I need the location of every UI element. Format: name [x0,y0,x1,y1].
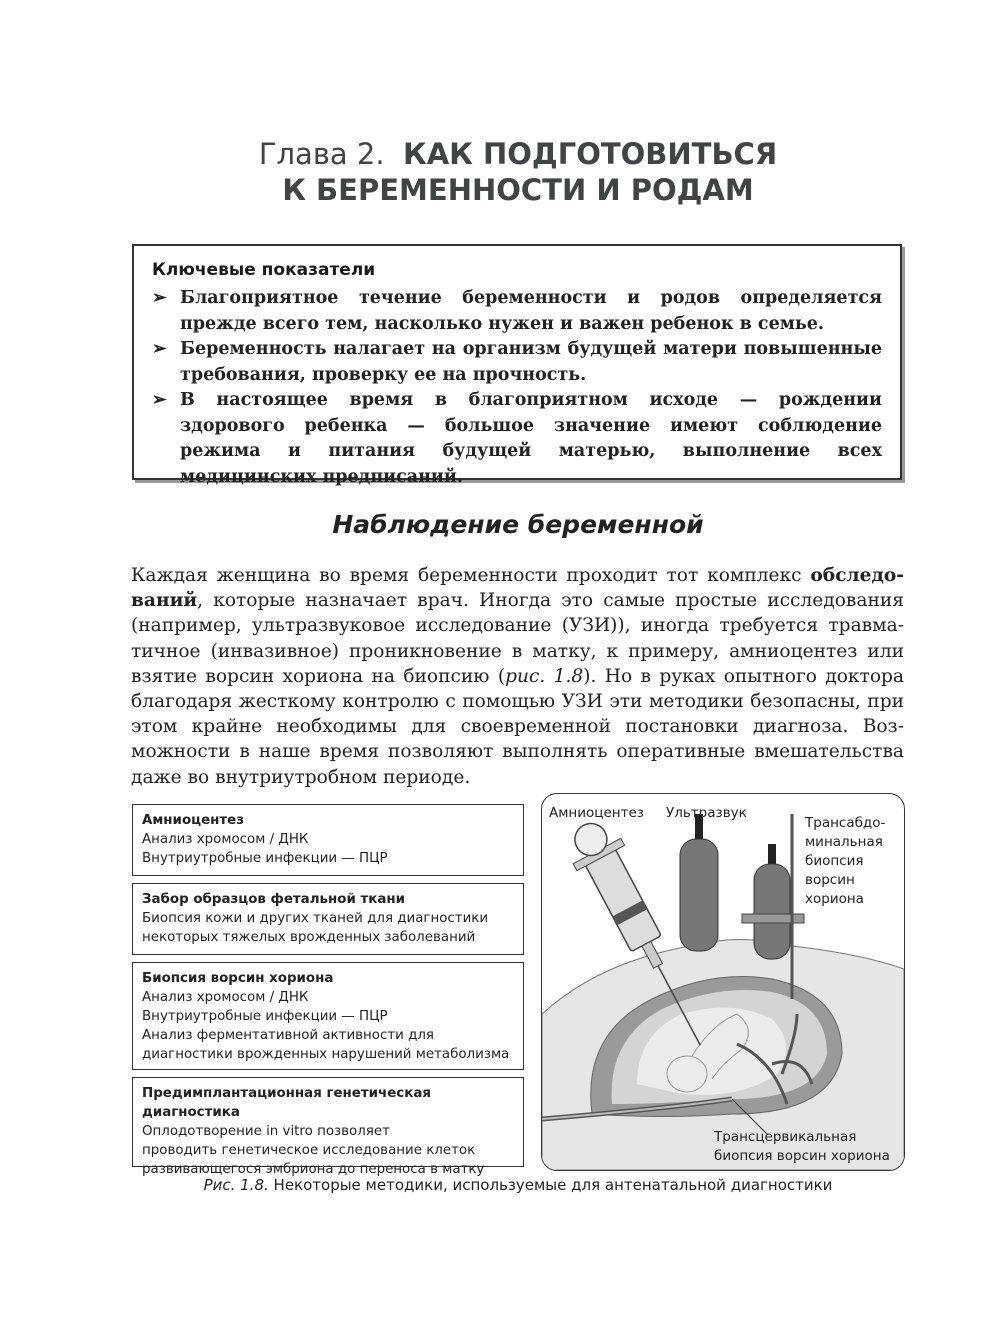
prenatal-diagnostics-illustration [541,793,905,1171]
info-box-preimplantation: Предимплантационная генетическая диагностика Оплодотворение in vitro позволяет проводить генетическое исследование клеток развивающегося эмбриона до переноса в матку [132,1077,524,1167]
key-points-heading: Ключевые показатели [152,260,376,280]
chapter-title [0,136,1000,208]
label-ultrasound: Ультразвук [666,805,747,821]
info-box-chorionic-villus: Биопсия ворсин хориона Анализ хромосом / ДНК Внутриутробные инфекции — ПЦР Анализ ферментативной активности для диагностики врожденных нарушений метаболизма [132,962,524,1070]
arrow-bullet-icon: ➢ [152,339,167,359]
label-transabdominal: Трансабдо- минальная биопсия ворсин хориона [805,815,886,907]
label-transcervical: Трансцервикальная биопсия ворсин хориона [714,1129,890,1164]
chapter-title-line1: КАК ПОДГОТОВИТЬСЯ [403,137,778,171]
section-heading: Наблюдение беременной [332,510,704,539]
key-point-item: ➢ Благоприятное течение беременности и родов определяется прежде всего тем, насколько нужен и важен ребенок в семье. [152,288,882,334]
key-point-item: ➢ Беременность налагает на организм будущей матери повышенные требования, проверку ее на прочность. [152,339,882,385]
info-box-amniocentesis: Амниоцентез Анализ хромосом / ДНК Внутриутробные инфекции — ПЦР [132,804,524,876]
arrow-bullet-icon: ➢ [152,288,167,308]
info-box-fetal-tissue: Забор образцов фетальной ткани Биопсия кожи и других тканей для диагностики некоторых тяжелых врожденных заболеваний [132,883,524,955]
chapter-prefix: Глава 2. [258,137,385,171]
label-amniocentesis: Амниоцентез [549,805,644,821]
key-point-item: ➢ В настоящее время в благоприятном исходе — рождении здорового ребенка — большое значение имеют соблюдение режима и питания будущей матерью, выполнение всех медицинских предписаний. [152,390,882,487]
arrow-bullet-icon: ➢ [152,390,167,410]
chapter-title-line2: К БЕРЕМЕННОСТИ И РОДАМ [282,173,754,207]
key-points-box [132,244,902,487]
figure-caption: Рис. 1.8. Некоторые методики, используемые для антенатальной диагностики [203,1176,833,1194]
body-paragraph: Каждая женщина во время беременности проходит тот комплекс обследований, которые назначает врач. Иногда это самые простые исследования (например, ультразвуковое исследование (УЗИ)), иногда требуется травматичное (инвазивное) проникновение в матку, к примеру, амниоцентез или взятие ворсин хориона на биопсию (рис. 1.8). Но в руках опытного доктора благодаря жесткому контролю с помощью УЗИ эти методики безопасны, при этом крайне необходимы для своевременной постановки диагноза. Возможности в наше время позволяют выполнять оперативные вмешательства даже во внутриутробном периоде. [131,565,905,788]
